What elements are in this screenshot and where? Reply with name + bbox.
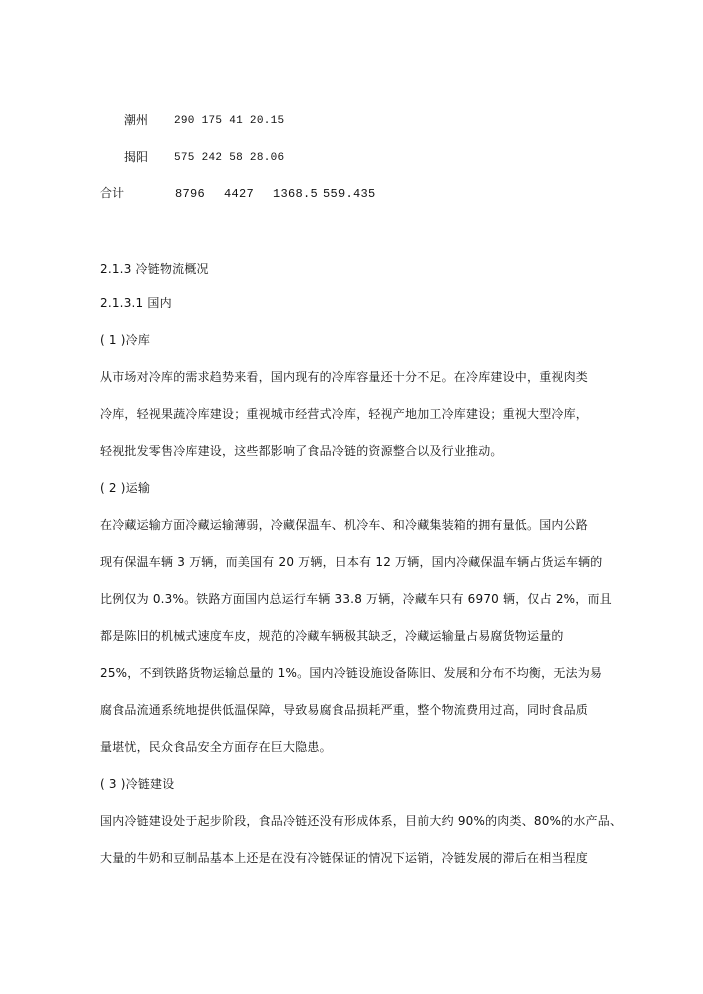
paragraph-line: 大量的牛奶和豆制品基本上还是在没有冷链保证的情况下运销，冷链发展的滞后在相当程度 xyxy=(100,851,589,865)
total-value: 8796 xyxy=(175,187,206,201)
subsection-heading: 2.1.3.1 国内 xyxy=(100,296,172,310)
paragraph-line: 量堪忧，民众食品安全方面存在巨大隐患。 xyxy=(100,740,332,754)
total-value: 1368.5 xyxy=(273,187,319,201)
total-value: 559.435 xyxy=(323,187,376,201)
paragraph-line: 冷库，轻视果蔬冷库建设；重视城市经营式冷库，轻视产地加工冷库建设；重视大型冷库， xyxy=(100,407,589,421)
paragraph-line: 现有保温车辆 3 万辆，而美国有 20 万辆，日本有 12 万辆，国内冷藏保温车辆占货运车辆的 xyxy=(100,555,603,569)
item-heading: ( 3 )冷链建设 xyxy=(100,777,175,791)
paragraph-line: 国内冷链建设处于起步阶段，食品冷链还没有形成体系，目前大约 90%的肉类、80%的水产品、 xyxy=(100,814,623,828)
total-label: 合计 xyxy=(100,186,125,200)
item-heading: ( 2 )运输 xyxy=(100,481,151,495)
paragraph-line: 比例仅为 0.3%。铁路方面国内总运行车辆 33.8 万辆，冷藏车只有 6970 辆，仅占 2%，而且 xyxy=(100,592,612,606)
item-heading: ( 1 )冷库 xyxy=(100,333,151,347)
paragraph-line: 都是陈旧的机械式速度车皮，规范的冷藏车辆极其缺乏，冷藏运输量占易腐货物运量的 xyxy=(100,629,564,643)
section-heading: 2.1.3 冷链物流概况 xyxy=(100,262,209,276)
paragraph-line: 从市场对冷库的需求趋势来看，国内现有的冷库容量还十分不足。在冷库建设中，重视肉类 xyxy=(100,370,589,384)
table-row xyxy=(124,149,285,165)
table-cell-city: 潮州 xyxy=(124,113,149,127)
paragraph-line: 25%，不到铁路货物运输总量的 1%。国内冷链设施设备陈旧、发展和分布不均衡，无法为易 xyxy=(100,666,603,680)
total-value: 4427 xyxy=(224,187,255,201)
table-row xyxy=(124,112,285,128)
paragraph-line: 腐食品流通系统地提供低温保障，导致易腐食品损耗严重，整个物流费用过高，同时食品质 xyxy=(100,703,589,717)
table-cell-values: 290 175 41 20.15 xyxy=(174,115,285,127)
paragraph-line: 轻视批发零售冷库建设，这些都影响了食品冷链的资源整合以及行业推动。 xyxy=(100,444,503,458)
table-cell-values: 575 242 58 28.06 xyxy=(174,152,285,164)
paragraph-line: 在冷藏运输方面冷藏运输薄弱，冷藏保温车、机冷车、和冷藏集装箱的拥有量低。国内公路 xyxy=(100,518,589,532)
table-cell-city: 揭阳 xyxy=(124,150,149,164)
